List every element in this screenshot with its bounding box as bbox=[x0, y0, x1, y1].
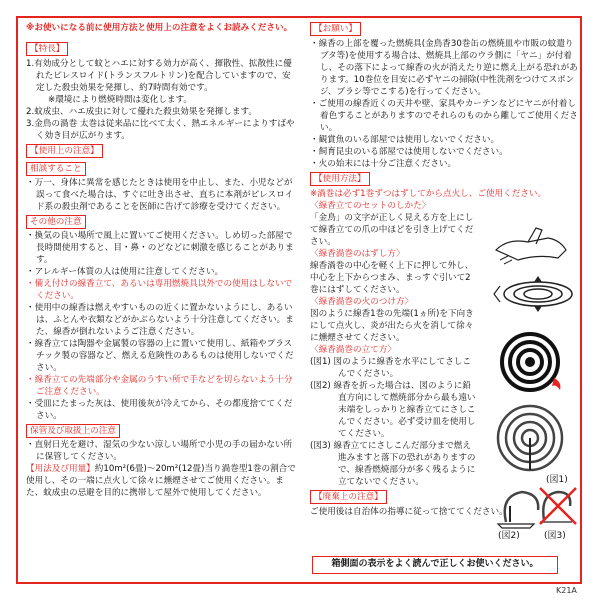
product-code: K21A bbox=[556, 586, 577, 595]
other-item-1: ・換気の良い場所で風上に置いてご使用ください。しめ切った部屋で長時間使用すると、目・鼻・のどなどに刺激を感じることがあります。 bbox=[26, 231, 294, 265]
figure3-wrong-method-illustration bbox=[536, 484, 580, 528]
feature-item-3: 3.金鳥の渦巻 太巻は従来品に比べて太く、熱エネルギーによりすばやく効き目が広がります。 bbox=[26, 119, 295, 141]
request-item-4: ・飼育昆虫のいる部屋では使用しないでください。 bbox=[310, 147, 508, 157]
request-item-5: ・火の始末には十分ご注意ください。 bbox=[310, 159, 457, 169]
other-subheading: その他の注意 bbox=[26, 215, 86, 229]
dosage-heading: 【用法及び用量】 bbox=[26, 464, 95, 474]
other-item-7: ・受皿にたまった灰は、使用後灰が冷えてから、その都度捨ててください。 bbox=[26, 399, 293, 421]
request-item-3: ・観賞魚のいる部屋では使用しないでください。 bbox=[310, 135, 500, 145]
usage-sub-separate: 〈線香渦巻のはずし方〉 bbox=[310, 249, 405, 259]
usage-text-ignite: 図のように線香1巻の先端(1ヵ所)を下向きにして点火し、炎が出たら火を消して徐々に燻煙させてください。 bbox=[310, 309, 474, 343]
features-heading: 【特長】 bbox=[26, 42, 68, 56]
usage-text-separate: 線香渦巻の中心を軽く上下に押して外し、中心を上下からつまみ、まっすぐ引いて2巻にはずしてください。 bbox=[310, 261, 474, 295]
request-item-2: ・ご使用の線香近くの天井や壁、家具やカーテンなどにヤニが付着し着色することがありますのでそれらのものから離してご使用ください。 bbox=[310, 99, 578, 133]
feature-item-2: 2.蚊成虫、ハエ成虫に対して優れた殺虫効果を発揮します。 bbox=[26, 107, 257, 117]
usage-sub-ignite: 〈線香渦巻の火のつけ方〉 bbox=[310, 297, 414, 307]
dosage-text: 約10m²(6畳)〜20m²(12畳)当り渦巻型1巻の割合で使用し、その一端に点火して徐々に燻煙させてご使用ください。また、蚊成虫の忌避を目的に携帯して屋外で使用してください。 bbox=[26, 464, 296, 498]
request-heading: 【お願い】 bbox=[310, 22, 361, 36]
usage-sub-stand: 〈線香立てのセットのしかた〉 bbox=[310, 201, 431, 211]
dosage-block bbox=[26, 463, 298, 499]
hand-lifting-stand-illustration bbox=[488, 220, 576, 270]
usage-steps-text bbox=[310, 200, 478, 488]
storage-item-1: ・直射日光を避け、湿気の少ない涼しい場所で小児の手の届かない所に保管してください。 bbox=[26, 440, 293, 462]
usage-step-fig2: (図2) 線香を折った場合は、図のように鉛直方向にして燃焼部分から最も遠い末端をしっかりと線香立てにさしこんでください。必ず受け皿を使用してください。 bbox=[310, 381, 476, 439]
usage-heading: 【使用方法】 bbox=[310, 172, 370, 186]
usage-sub-mount: 〈線香渦巻の立て方〉 bbox=[310, 345, 396, 355]
usage-step-fig1: (図1) 図のように線香を水平にしてさしこんでください。 bbox=[310, 357, 471, 379]
consult-item-1: ・万一、身体に異常を感じたときは使用を中止し、また、小児などが誤って食べた場合は、すぐに吐き出させ、直ちに本剤がピレスロイド系の殺虫剤であることを医師に告げて診療を受けてください。 bbox=[26, 178, 294, 212]
intro-warning: ※お使いになる前に使用方法と使用上の注意をよくお読みください。 bbox=[26, 23, 293, 33]
figure2-caption: (図2) bbox=[498, 531, 520, 541]
figure1-caption: (図1) bbox=[546, 475, 568, 485]
other-item-6: ・線香立ての先端部分や金属のうすい所で手などを切らないよう十分ご注意ください。 bbox=[26, 375, 293, 397]
consult-subheading: 相談すること bbox=[26, 162, 86, 176]
other-item-4: ・使用中の線香は燃えやすいものの近くに置かないようにし、あるいは、ふとんや衣類などがかぶらないよう十分注意してください。また、線香が倒れないようご注意ください。 bbox=[26, 303, 294, 337]
usage-text-stand: 「金鳥」の文字が正しく見える方を上にして線香立ての爪の中ほどを引き上げてください。 bbox=[310, 213, 474, 247]
usage-step-fig3: (図3) 線香立てにさしこんだ部分まで燃え進みますと落下の恐れがありますので、線香燃焼部分が多く残るように立てないでください。 bbox=[310, 441, 476, 487]
figure3-caption: (図3) bbox=[544, 531, 566, 541]
usage-note: ※渦巻は必ず1巻ずつはずしてから点火し、ご使用ください。 bbox=[310, 189, 547, 199]
request-item-1: ・線香の上部を覆った燃焼具(金鳥香30巻缶の燃焼皿や市販の蚊遣りブタ等)を使用する場合は、燃焼具上部のウラ側に「ヤニ」が付着し、その落下によって線香の火が消えたり逆に燃え上がる恐れがあります。10巻位を目安に必ずヤニの掃除(中性洗剤をつけてスポンジ、ブラシ等でこする)を行ってください。 bbox=[310, 39, 578, 97]
other-item-3: ・備え付けの線香立て、あるいは専用燃焼具以外での使用はしないでください。 bbox=[26, 279, 293, 301]
disposal-heading: 【廃棄上の注意】 bbox=[310, 490, 387, 504]
coil-ignite-illustration bbox=[496, 328, 572, 394]
feature-note: ※環境により燃焼時間は変化します。 bbox=[48, 95, 193, 105]
feature-item-1: 1.有効成分として蚊とハエに対する効力が高く、揮散性、拡散性に優れたピレスロイド(トランスフルトリン)を配合していますので、安定した殺虫効果を発揮し、約7時間有効です。 bbox=[26, 59, 292, 93]
read-label-banner: 箱側面の表示をよく読んで正しくお使いください。 bbox=[312, 556, 558, 574]
left-column bbox=[26, 22, 298, 499]
disposal-text: ご使用後は自治体の指導に従って捨ててください。 bbox=[310, 507, 508, 517]
storage-subheading: 保管及び取扱上の注意 bbox=[26, 424, 120, 438]
other-item-2: ・アレルギー体質の人は使用に注意してください。 bbox=[26, 267, 224, 277]
figure1-horizontal-coil-illustration bbox=[490, 400, 570, 480]
coil-separation-illustration bbox=[490, 272, 576, 322]
other-item-5: ・線香立ては陶器や金属製の容器の上に置いて使用し、紙箱やプラスチック製の容器など、燃える危険性のあるものは使用しないでください。 bbox=[26, 339, 294, 373]
precautions-heading: 【使用上の注意】 bbox=[26, 144, 103, 158]
